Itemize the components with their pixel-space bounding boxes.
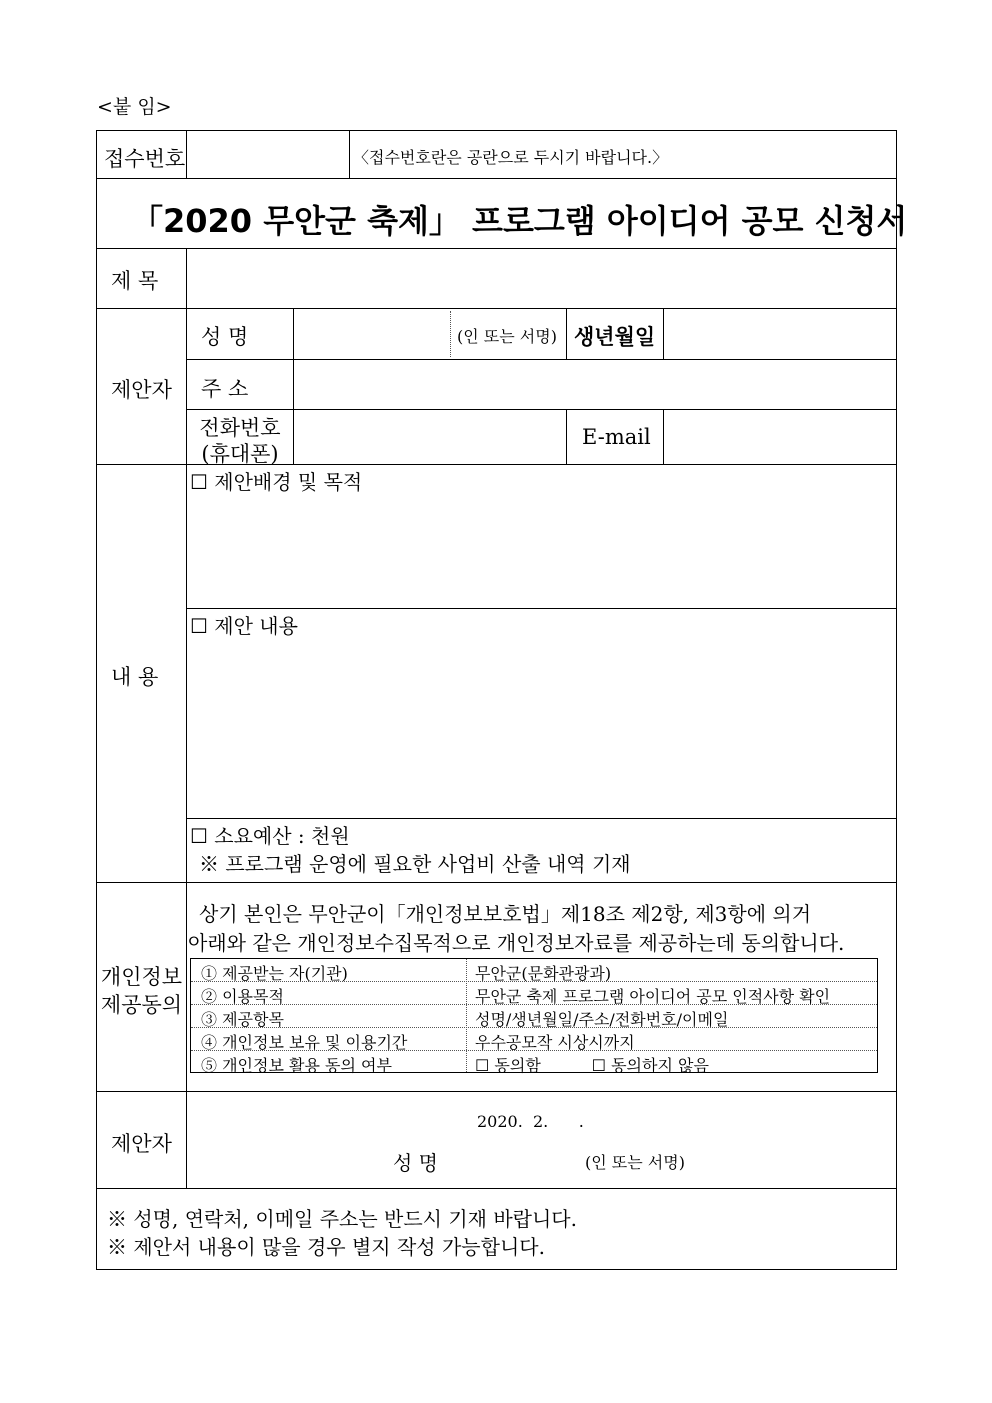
attachment-label: <붙 임> [97, 96, 172, 118]
privacy-row-value: 무안군(문화관광과) [475, 964, 612, 983]
subject-label: 제 목 [111, 269, 159, 293]
divider [97, 1188, 896, 1189]
divider [466, 959, 467, 1072]
form-title: 「2020 무안군 축제」 프로그램 아이디어 공모 신청서 [131, 202, 908, 240]
note: ※ 성명, 연락처, 이메일 주소는 반드시 기재 바랍니다. [107, 1207, 577, 1231]
birth-field[interactable] [664, 309, 896, 359]
privacy-section-label: 개인정보 [100, 965, 183, 989]
proposal-field[interactable] [187, 637, 896, 818]
privacy-consent-options[interactable]: ☐ 동의함 ☐ 동의하지 않음 [475, 1056, 709, 1075]
privacy-row-item: ② 이용목적 [201, 987, 284, 1006]
receipt-note: 〈접수번호란은 공란으로 두시기 바랍니다.〉 [353, 148, 669, 167]
divider [186, 131, 187, 178]
divider [349, 131, 350, 178]
address-field[interactable] [294, 360, 896, 409]
divider [566, 409, 567, 464]
divider [97, 178, 896, 179]
divider [186, 608, 896, 609]
divider [566, 308, 567, 359]
privacy-statement: 상기 본인은 무안군이「개인정보보호법」제18조 제2항, 제3항에 의거 [199, 902, 812, 926]
name-label: 성 명 [201, 325, 249, 349]
budget-note: ※ 프로그램 운영에 필요한 사업비 산출 내역 기재 [199, 852, 631, 876]
email-field[interactable] [664, 410, 896, 464]
privacy-row-value: 성명/생년월일/주소/전화번호/이메일 [475, 1010, 729, 1029]
privacy-statement-2: 아래와 같은 개인정보수집목적으로 개인정보자료를 제공하는데 동의합니다. [188, 931, 845, 955]
email-label: E-mail [582, 425, 651, 449]
phone-label-mobile: (휴대폰) [201, 442, 279, 466]
privacy-section-label-2: 제공동의 [100, 993, 183, 1017]
phone-label: 전화번호 [199, 416, 281, 440]
signature-name-label: 성 명 [393, 1151, 438, 1175]
background-label: ☐ 제안배경 및 목적 [190, 470, 363, 494]
signature-section-label: 제안자 [111, 1132, 172, 1156]
background-field[interactable] [187, 493, 896, 608]
signature-date: 2020. 2. . [477, 1112, 584, 1131]
privacy-row-item: ① 제공받는 자(기관) [201, 964, 348, 983]
proposal-label: ☐ 제안 내용 [190, 614, 298, 638]
privacy-row-value: 우수공모작 시상시까지 [475, 1033, 635, 1052]
receipt-label: 접수번호 [104, 147, 186, 171]
sign-hint: (인 또는 서명) [457, 327, 557, 346]
divider [186, 818, 896, 819]
divider [97, 882, 896, 883]
address-label: 주 소 [201, 377, 249, 401]
note: ※ 제안서 내용이 많을 경우 별지 작성 가능합니다. [107, 1235, 545, 1259]
signature-name-field[interactable] [445, 1143, 575, 1173]
privacy-row-item: ③ 제공항목 [201, 1010, 284, 1029]
subject-field[interactable] [187, 249, 896, 308]
proposer-section-label: 제안자 [111, 378, 172, 402]
privacy-table [190, 958, 878, 1073]
birth-label: 생년월일 [574, 324, 656, 349]
application-form [96, 130, 908, 1270]
privacy-row-item: ⑤ 개인정보 활용 동의 여부 [201, 1056, 392, 1075]
budget-label: ☐ 소요예산 : 천원 [190, 824, 350, 848]
divider [97, 1091, 896, 1092]
privacy-row-item: ④ 개인정보 보유 및 이용기간 [201, 1033, 408, 1052]
phone-field[interactable] [294, 410, 566, 464]
privacy-row-value: 무안군 축제 프로그램 아이디어 공모 인적사항 확인 [475, 987, 831, 1006]
content-section-label: 내 용 [111, 665, 159, 689]
signature-sign-hint: (인 또는 서명) [585, 1153, 685, 1172]
